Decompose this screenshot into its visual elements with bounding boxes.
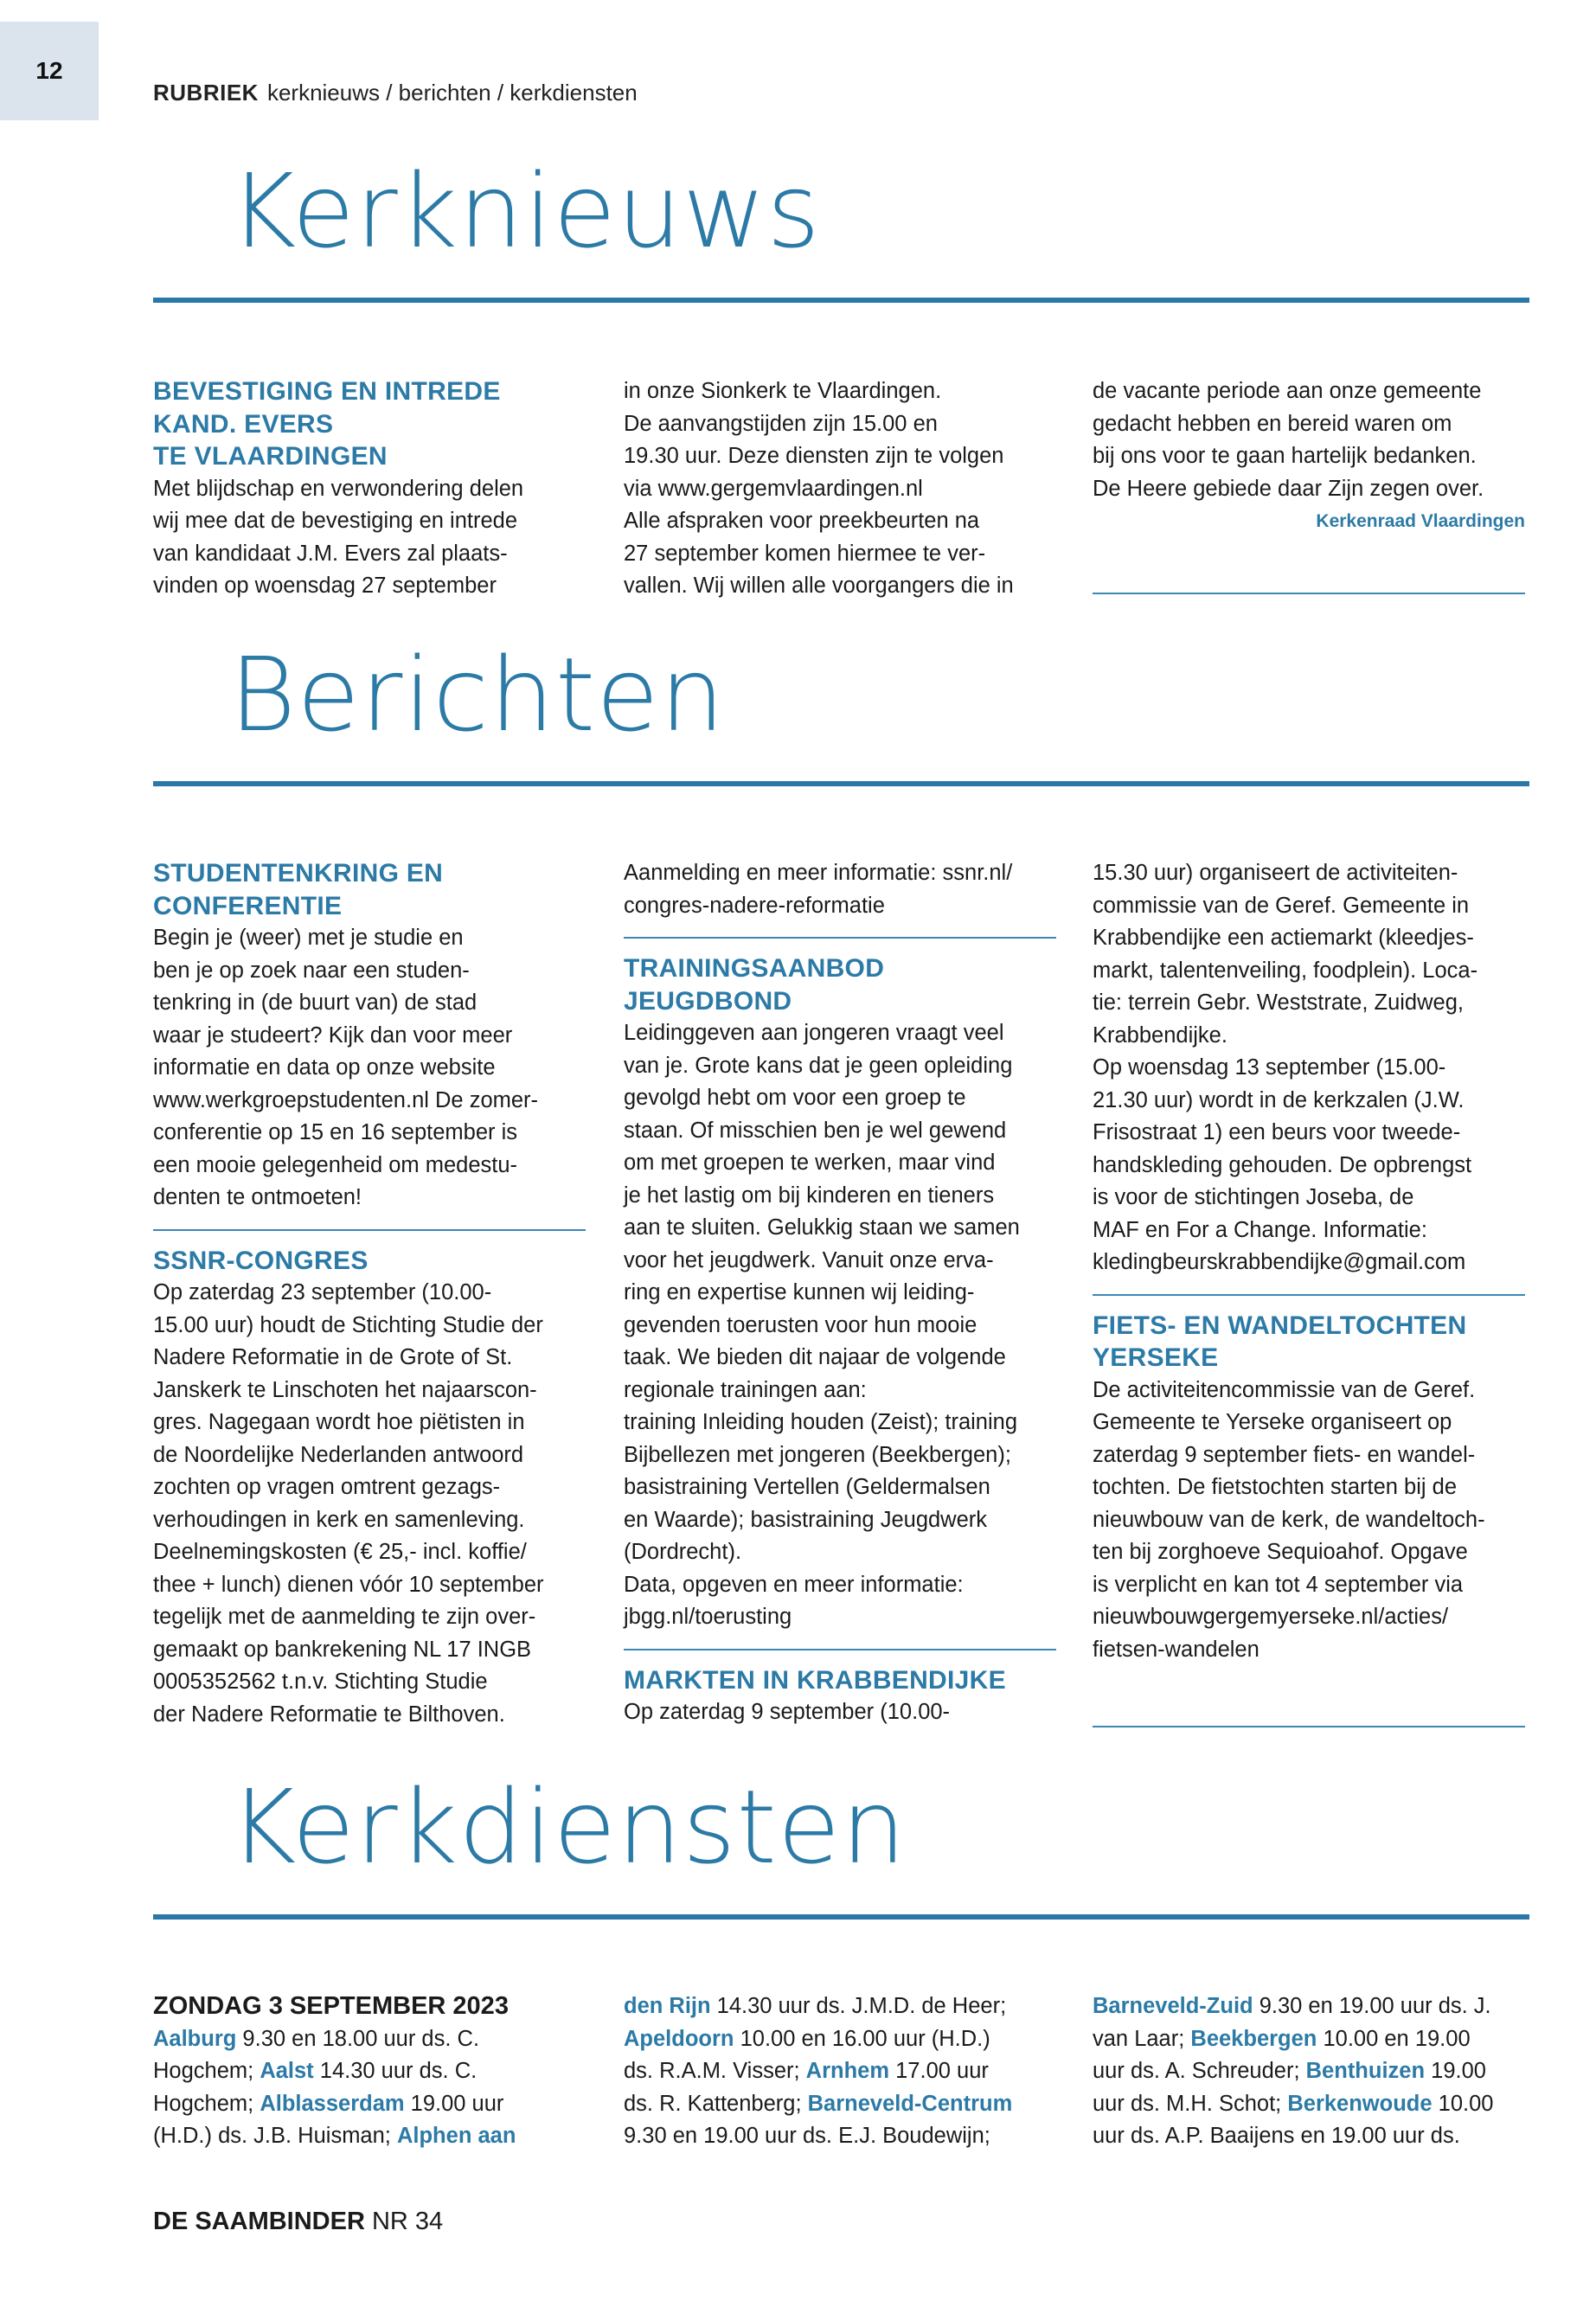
text-line: de Noordelijke Nederlanden antwoord [153, 1442, 524, 1467]
service-text: 9.30 en 19.00 uur ds. J. [1253, 1994, 1491, 2018]
article-body [624, 375, 1056, 603]
text-line: en Waarde); basistraining Jeugdwerk [624, 1507, 988, 1532]
place-name: Berkenwoude [1287, 2091, 1433, 2116]
article-heading: FIETS- EN WANDELTOCHTEN [1093, 1311, 1467, 1340]
article-body [153, 473, 586, 603]
service-line [624, 2120, 1056, 2153]
article-body [624, 1017, 1056, 1634]
place-name: den Rijn [624, 1994, 711, 2018]
section-title-berichten: Berichten [229, 635, 726, 754]
article-heading: YERSEKE [1093, 1343, 1219, 1372]
text-line: thee + lunch) dienen vóór 10 september [153, 1572, 544, 1597]
column-end-rule [1093, 1726, 1525, 1727]
text-line: tochten. De fietstochten starten bij de [1093, 1475, 1457, 1499]
text-line: Leidinggeven aan jongeren vraagt veel [624, 1021, 1004, 1045]
article-body [1093, 1375, 1525, 1667]
service-text: 19.00 [1425, 2059, 1486, 2083]
text-line: MAF en For a Change. Informatie: [1093, 1217, 1427, 1242]
service-text: 17.00 uur [889, 2059, 989, 2083]
text-line: Janskerk te Linschoten het najaarscon- [153, 1377, 537, 1402]
text-line: Op woensdag 13 september (15.00- [1093, 1055, 1446, 1080]
text-line: congres-nadere-reformatie [624, 893, 885, 918]
service-line [624, 1990, 1056, 2023]
text-line: van je. Grote kans dat je geen opleiding [624, 1053, 1013, 1078]
service-text: ds. R.A.M. Visser; [624, 2059, 806, 2083]
text-line: 19.30 uur. Deze diensten zijn te volgen [624, 444, 1004, 468]
text-line: Aanmelding en meer informatie: ssnr.nl/ [624, 861, 1013, 885]
text-line: verhoudingen in kerk en samenleving. [153, 1507, 525, 1532]
service-line [1093, 2023, 1525, 2056]
text-line: zaterdag 9 september fiets- en wandel- [1093, 1442, 1476, 1467]
text-line: Bijbellezen met jongeren (Beekbergen); [624, 1442, 1011, 1467]
article-divider [153, 1229, 586, 1231]
text-line: nieuwbouw van de kerk, de wandeltoch- [1093, 1507, 1485, 1532]
service-text: 10.00 en 16.00 uur (H.D.) [734, 2026, 990, 2051]
article-divider [1093, 1294, 1525, 1296]
article-heading: KAND. EVERS [153, 409, 334, 439]
service-list [1093, 1990, 1525, 2153]
text-line: commissie van de Geref. Gemeente in [1093, 893, 1470, 918]
text-line: gedacht hebben en bereid waren om [1093, 411, 1452, 436]
kerknieuws-column-2 [624, 375, 1056, 603]
text-line: een mooie gelegenheid om medestu- [153, 1152, 518, 1177]
section-label: RUBRIEK [153, 80, 259, 106]
text-line: vinden op woensdag 27 september [153, 574, 497, 598]
text-line: conferentie op 15 en 16 september is [153, 1120, 518, 1144]
service-text: (H.D.) ds. J.B. Huisman; [153, 2124, 397, 2148]
section-title-kerknieuws: Kerknieuws [229, 151, 821, 271]
text-line: gevolgd hebt om voor een groep te [624, 1086, 966, 1110]
service-line [1093, 2055, 1525, 2088]
text-line: fietsen-wandelen [1093, 1637, 1259, 1662]
article-heading: SSNR-CONGRES [153, 1246, 369, 1275]
article-heading: MARKTEN IN KRABBENDIJKE [624, 1665, 1006, 1695]
text-line: Frisostraat 1) een beurs voor tweede- [1093, 1120, 1461, 1144]
service-line [153, 2055, 586, 2088]
text-line: De Heere gebiede daar Zijn zegen over. [1093, 476, 1484, 501]
text-line: regionale trainingen aan: [624, 1377, 867, 1402]
service-line [1093, 2120, 1525, 2153]
service-text: 9.30 en 18.00 uur ds. C. [236, 2026, 480, 2051]
service-line [624, 2023, 1056, 2056]
service-text: ds. R. Kattenberg; [624, 2091, 808, 2116]
issue-number: NR 34 [371, 2208, 444, 2235]
kerknieuws-column-3 [1093, 375, 1525, 538]
text-line: taak. We bieden dit najaar de volgende [624, 1345, 1006, 1369]
service-text: 14.30 uur ds. C. [313, 2059, 478, 2083]
text-line: De aanvangstijden zijn 15.00 en [624, 411, 938, 436]
text-line: wij mee dat de bevestiging en intrede [153, 509, 518, 533]
place-name: Alblasserdam [260, 2091, 405, 2116]
text-line: je het lastig om bij kinderen en tieners [624, 1183, 995, 1208]
berichten-column-3 [1093, 857, 1525, 1666]
text-line: kledingbeurskrabbendijke@gmail.com [1093, 1250, 1466, 1274]
text-line: is voor de stichtingen Joseba, de [1093, 1185, 1414, 1209]
text-line: (Dordrecht). [624, 1540, 742, 1564]
text-line: in onze Sionkerk te Vlaardingen. [624, 379, 942, 403]
text-line: gres. Nagegaan wordt hoe piëtisten in [153, 1410, 525, 1434]
kerkdiensten-column-3 [1093, 1990, 1525, 2153]
text-line: Op zaterdag 23 september (10.00- [153, 1280, 492, 1304]
article-body [1093, 375, 1525, 505]
text-line: 27 september komen hiermee te ver- [624, 541, 986, 566]
text-line: handskleding gehouden. De opbrengst [1093, 1152, 1472, 1177]
kerkdiensten-column-1 [153, 1990, 586, 2153]
service-text: uur ds. A. Schreuder; [1093, 2059, 1306, 2083]
breadcrumb [153, 80, 638, 106]
place-name: Barneveld-Zuid [1093, 1994, 1253, 2018]
service-text: 10.00 [1432, 2091, 1494, 2116]
text-line: 21.30 uur) wordt in de kerkzalen (J.W. [1093, 1087, 1465, 1112]
text-line: bij ons voor te gaan hartelijk bedanken. [1093, 444, 1477, 468]
text-line: 15.00 uur) houdt de Stichting Studie der [153, 1312, 543, 1337]
place-name: Alphen aan [396, 2124, 516, 2148]
text-line: staan. Of misschien ben je wel gewend [624, 1118, 1007, 1143]
service-text: van Laar; [1093, 2026, 1191, 2051]
service-text: uur ds. M.H. Schot; [1093, 2091, 1288, 2116]
text-line: der Nadere Reformatie te Bilthoven. [153, 1702, 505, 1727]
text-line: ten bij zorghoeve Sequioahof. Opgave [1093, 1540, 1468, 1564]
article-heading: CONFERENTIE [153, 891, 343, 920]
text-line: Gemeente te Yerseke organiseert op [1093, 1410, 1452, 1434]
service-text: 10.00 en 19.00 [1317, 2026, 1471, 2051]
text-line: tenkring in (de buurt van) de stad [153, 990, 478, 1015]
text-line: tie: terrein Gebr. Weststrate, Zuidweg, [1093, 990, 1464, 1015]
section-divider [153, 298, 1529, 303]
kerknieuws-column-1 [153, 375, 586, 603]
service-line [1093, 2088, 1525, 2121]
text-line: Krabbendijke een actiemarkt (kleedjes- [1093, 926, 1474, 950]
page-number: 12 [0, 22, 99, 120]
article-body [624, 857, 1056, 922]
text-line: vallen. Wij willen alle voorgangers die in [624, 574, 1014, 598]
article-divider [624, 1649, 1056, 1650]
place-name: Barneveld-Centrum [807, 2091, 1013, 2116]
text-line: is verplicht en kan tot 4 september via [1093, 1572, 1464, 1597]
article-heading: TE VLAARDINGEN [153, 442, 388, 471]
footer [153, 2208, 443, 2236]
text-line: jbgg.nl/toerusting [624, 1605, 792, 1629]
service-line [624, 2088, 1056, 2121]
service-line [1093, 1990, 1525, 2023]
section-divider [153, 1914, 1529, 1920]
article-body [153, 922, 586, 1215]
text-line: de vacante periode aan onze gemeente [1093, 379, 1482, 403]
publication-name: DE SAAMBINDER [153, 2208, 365, 2235]
place-name: Aalst [260, 2059, 314, 2083]
text-line: zochten op vragen omtrent gezags- [153, 1475, 501, 1499]
text-line: via www.gergemvlaardingen.nl [624, 476, 923, 501]
text-line: gevenden toerusten voor hun mooie [624, 1312, 977, 1337]
berichten-column-1 [153, 857, 586, 1731]
article-divider [624, 937, 1056, 939]
text-line: voor het jeugdwerk. Vanuit onze erva- [624, 1247, 994, 1272]
service-line [153, 2120, 586, 2153]
article-body [1093, 857, 1525, 1279]
place-name: Benthuizen [1305, 2059, 1426, 2083]
service-text: Hogchem; [153, 2059, 260, 2083]
text-line: nieuwbouwgergemyerseke.nl/acties/ [1093, 1605, 1449, 1629]
place-name: Apeldoorn [624, 2026, 734, 2051]
article-heading: BEVESTIGING EN INTREDE [153, 377, 501, 406]
text-line: denten te ontmoeten! [153, 1185, 362, 1209]
place-name: Arnhem [805, 2059, 890, 2083]
text-line: Alle afspraken voor preekbeurten na [624, 509, 980, 533]
service-text: 19.00 uur [404, 2091, 504, 2116]
text-line: training Inleiding houden (Zeist); training [624, 1410, 1018, 1434]
article-signature: Kerkenraad Vlaardingen [1316, 511, 1525, 531]
service-text: 14.30 uur ds. J.M.D. de Heer; [710, 1994, 1007, 2018]
column-end-rule [1093, 593, 1525, 594]
text-line: Deelnemingskosten (€ 25,- incl. koffie/ [153, 1540, 527, 1564]
service-text: Hogchem; [153, 2091, 260, 2116]
article-heading: TRAININGSAANBOD [624, 954, 885, 983]
text-line: 15.30 uur) organiseert de activiteiten- [1093, 861, 1458, 885]
article-heading: STUDENTENKRING EN [153, 859, 444, 888]
section-title-kerkdiensten: Kerkdiensten [229, 1767, 907, 1887]
text-line: markt, talentenveiling, foodplein). Loca- [1093, 958, 1478, 983]
service-line [624, 2055, 1056, 2088]
text-line: Nadere Reformatie in de Grote of St. [153, 1345, 513, 1369]
text-line: www.werkgroepstudenten.nl De zomer- [153, 1087, 539, 1112]
place-name: Beekbergen [1190, 2026, 1317, 2051]
service-text: uur ds. A.P. Baaijens en 19.00 uur ds. [1093, 2124, 1460, 2148]
text-line: gemaakt op bankrekening NL 17 INGB [153, 1637, 532, 1662]
text-line: basistraining Vertellen (Geldermalsen [624, 1475, 990, 1499]
text-line: De activiteitencommissie van de Geref. [1093, 1377, 1476, 1402]
service-line [153, 2088, 586, 2121]
text-line: waar je studeert? Kijk dan voor meer [153, 1022, 513, 1048]
text-line: Op zaterdag 9 september (10.00- [624, 1700, 951, 1724]
section-divider [153, 781, 1529, 786]
article-body [153, 1277, 586, 1731]
text-line: informatie en data op onze website [153, 1055, 496, 1080]
text-line: Met blijdschap en verwondering delen [153, 476, 524, 501]
text-line: van kandidaat J.M. Evers zal plaats- [153, 541, 508, 566]
text-line: Krabbendijke. [1093, 1022, 1227, 1048]
text-line: ring en expertise kunnen wij leiding- [624, 1280, 975, 1304]
text-line: tegelijk met de aanmelding te zijn over- [153, 1605, 536, 1629]
service-date-heading: ZONDAG 3 SEPTEMBER 2023 [153, 1992, 509, 2020]
text-line: Data, opgeven en meer informatie: [624, 1572, 964, 1597]
text-line: aan te sluiten. Gelukkig staan we samen [624, 1215, 1020, 1240]
service-line [153, 2023, 586, 2056]
text-line: 0005352562 t.n.v. Stichting Studie [153, 1670, 488, 1694]
article-heading: JEUGDBOND [624, 986, 792, 1016]
text-line: Begin je (weer) met je studie en [153, 926, 464, 950]
service-list [624, 1990, 1056, 2153]
article-body [624, 1696, 1056, 1729]
service-list [153, 2023, 586, 2153]
service-text: 9.30 en 19.00 uur ds. E.J. Boudewijn; [624, 2124, 990, 2148]
text-line: om met groepen te werken, maar vind [624, 1150, 996, 1175]
breadcrumb-path: kerknieuws / berichten / kerkdiensten [266, 80, 638, 106]
berichten-column-2 [624, 857, 1056, 1729]
kerkdiensten-column-2 [624, 1990, 1056, 2153]
text-line: ben je op zoek naar een studen- [153, 958, 470, 983]
place-name: Aalburg [153, 2026, 237, 2051]
